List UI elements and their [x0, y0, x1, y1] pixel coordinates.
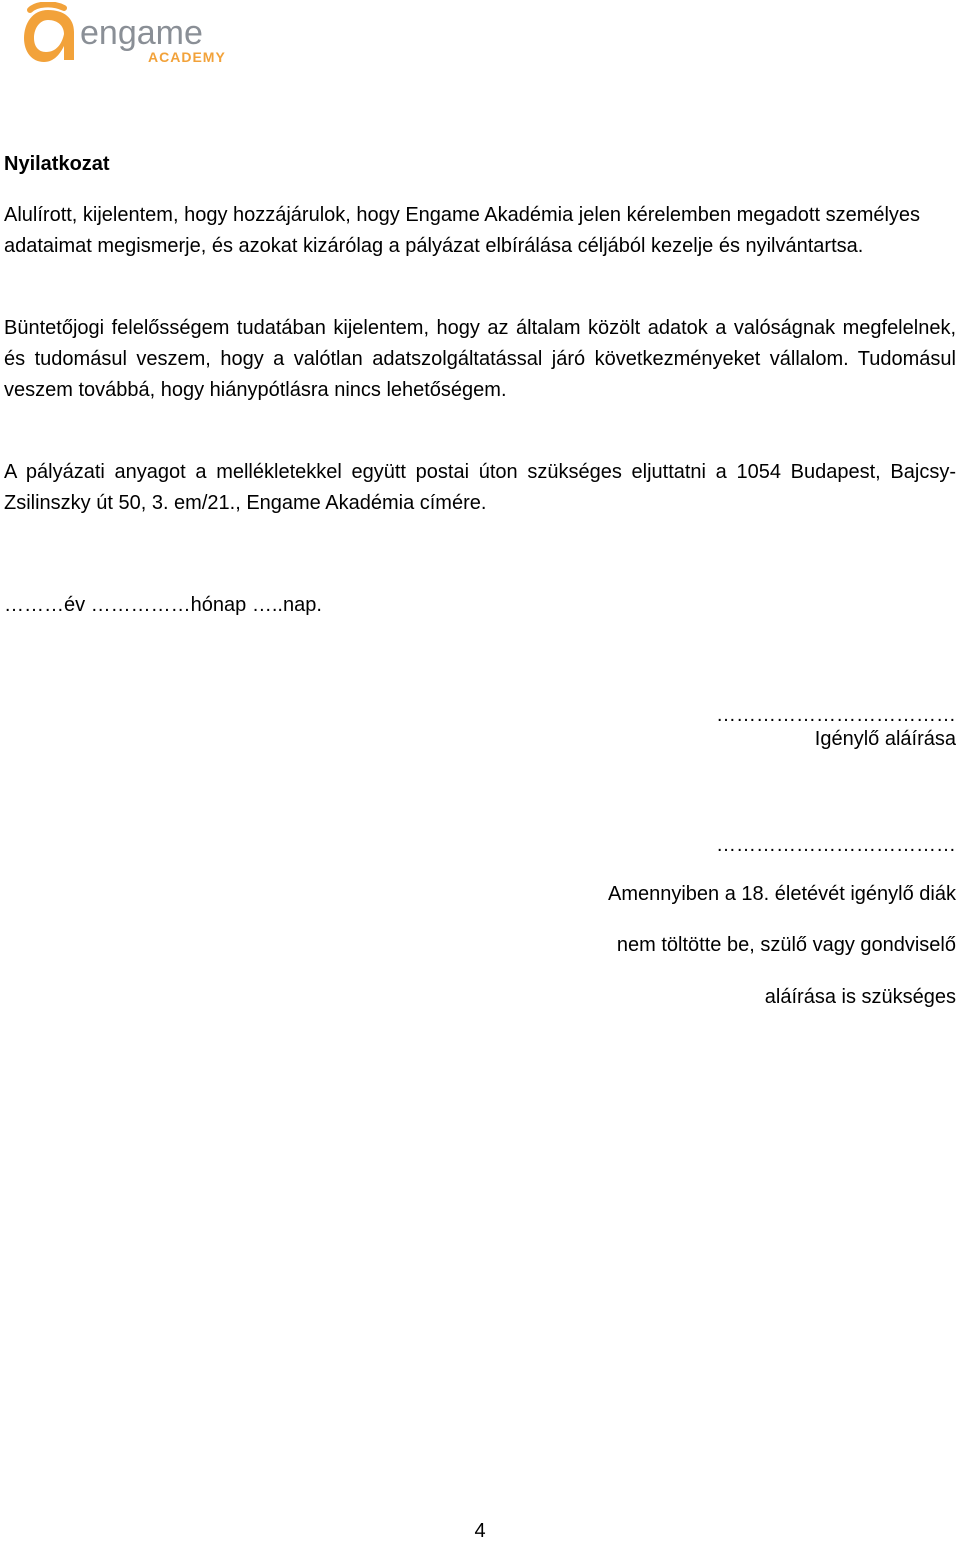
document-title: Nyilatkozat [4, 153, 110, 175]
page-number: 4 [474, 1520, 486, 1542]
liability-paragraph: Büntetőjogi felelősségem tudatában kijelentem, hogy az általam közölt adatok a valóságnak megfelelnek, és tudomásul veszem, hogy a valótlan adatszolgáltatással járó következményeket vállalom. Tudomásul veszem továbbá, hogy hiánypótlásra nincs lehetőségem. [4, 317, 956, 401]
guardian-signature-note-line-2: nem töltötte be, szülő vagy gondviselő [616, 934, 956, 956]
consent-paragraph: Alulírott, kijelentem, hogy hozzájárulok, hogy Engame Akadémia jelen kérelemben megadott személyes adataimat megismerje, és azokat kizárólag a pályázat elbírálása céljából kezelje és nyilvántartsa. [4, 204, 921, 257]
applicant-signature-line: ……………………………… [716, 704, 956, 726]
guardian-signature-line: ……………………………… [716, 834, 956, 856]
logo-subtitle: ACADEMY [148, 49, 226, 65]
engame-academy-logo [18, 2, 238, 68]
guardian-signature-note-line-1: Amennyiben a 18. életévét igénylő diák [607, 883, 956, 905]
logo-wordmark: engame [80, 14, 203, 52]
logo-graphic [18, 2, 238, 68]
applicant-signature-label: Igénylő aláírása [814, 728, 956, 750]
date-line: ………év ……………hónap …..nap. [4, 594, 322, 616]
guardian-signature-note-line-3: aláírása is szükséges [764, 986, 956, 1008]
submission-paragraph: A pályázati anyagot a mellékletekkel együtt postai úton szükséges eljuttatni a 1054 Budapest, Bajcsy-Zsilinszky út 50, 3. em/21., Engame Akadémia címére. [4, 461, 956, 514]
